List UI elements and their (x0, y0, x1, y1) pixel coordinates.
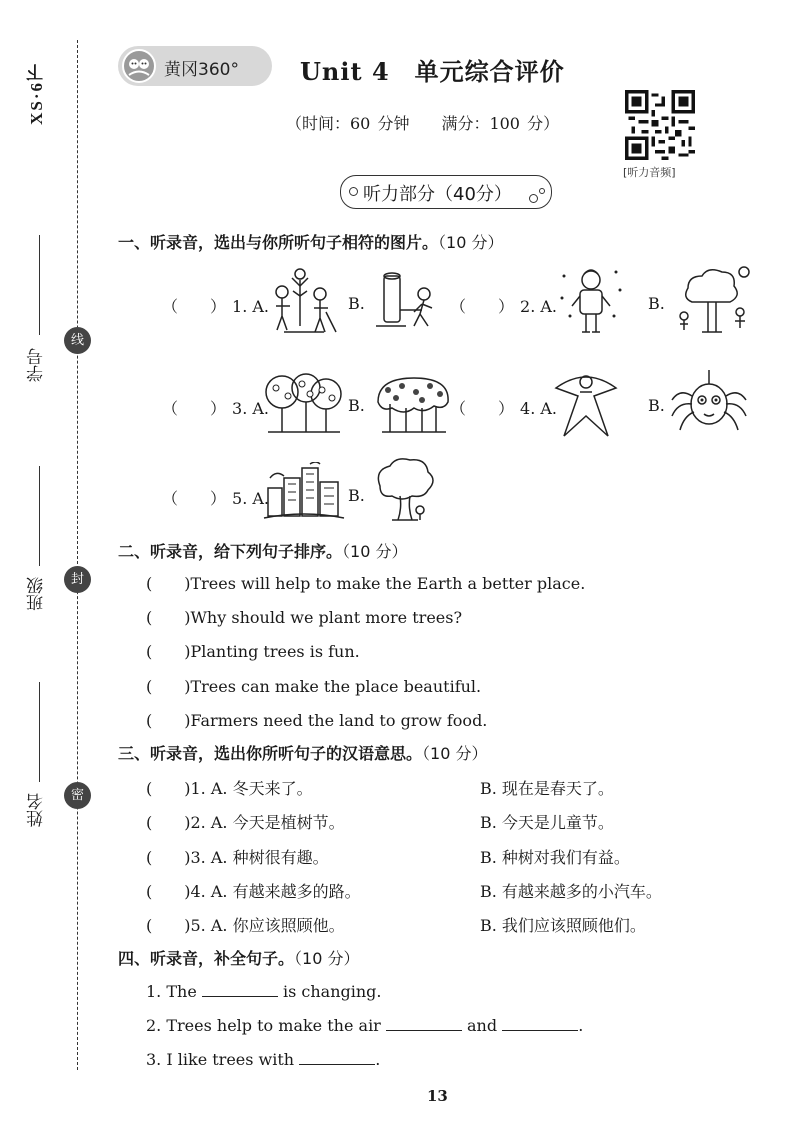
cutting-tree-picture[interactable] (372, 270, 442, 336)
s1-q3-b: B. (348, 396, 365, 415)
name-label: 姓名 (27, 793, 47, 827)
s3-q3-b: B. 种树对我们有益。 (480, 848, 630, 867)
s2-item-2: ( )Why should we plant more trees? (146, 608, 463, 627)
seal-xian: 线 (64, 327, 91, 354)
s1-q4-b: B. (648, 396, 665, 415)
answer-blank[interactable] (502, 1016, 578, 1031)
answer-blank[interactable] (386, 1016, 462, 1031)
class-field[interactable] (39, 466, 40, 566)
page-number: 13 (427, 1087, 448, 1105)
planting-trees-picture[interactable] (264, 266, 344, 338)
s2-item-5: ( )Farmers need the land to grow food. (146, 711, 488, 730)
answer-blank[interactable] (299, 1050, 375, 1065)
s2-item-3: ( )Planting trees is fun. (146, 642, 360, 661)
section3-heading: 三、听录音，选出你所听句子的汉语意思。（10 分） (118, 744, 488, 763)
s3-q5-b: B. 我们应该照顾他们。 (480, 916, 646, 935)
s1-q4: （ ） 4. A. (450, 399, 558, 418)
s1-q5-b: B. (348, 486, 365, 505)
s4-item-2: 2. Trees help to make the air and . (146, 1016, 584, 1035)
s3-q4-a: ( )4. A. 有越来越多的路。 (146, 882, 361, 901)
qr-label: [听力音频] (623, 166, 676, 179)
s3-q3-a: ( )3. A. 种树很有趣。 (146, 848, 329, 867)
kite-picture[interactable] (554, 368, 618, 438)
tree-with-children-picture[interactable] (672, 266, 754, 342)
s1-q2: （ ） 2. A. (450, 297, 558, 316)
banner-text: 听力部分（40分） (363, 184, 512, 205)
page-title: Unit 4 单元综合评价 (300, 57, 565, 86)
s4-item-1: 1. The is changing. (146, 982, 382, 1001)
s3-q1-a: ( )1. A. 冬天来了。 (146, 779, 313, 798)
kids-logo-icon (122, 49, 156, 83)
class-label: 班级 (27, 577, 47, 611)
time-score-info: （时间：60 分钟 满分：100 分） (286, 114, 560, 133)
student-id-label: 学号 (27, 348, 47, 382)
banner-dot-icon (349, 187, 358, 196)
s2-item-1: ( )Trees will help to make the Earth a better place. (146, 574, 586, 593)
s2-item-4: ( )Trees can make the place beautiful. (146, 677, 482, 696)
s1-q3: （ ） 3. A. (162, 399, 270, 418)
s3-q2-b: B. 今天是儿童节。 (480, 813, 614, 832)
s3-q4-b: B. 有越来越多的小汽车。 (480, 882, 662, 901)
s3-q2-a: ( )2. A. 今天是植树节。 (146, 813, 345, 832)
student-id-field[interactable] (39, 235, 40, 335)
city-buildings-picture[interactable] (262, 462, 346, 522)
banner-dot-icon (529, 194, 538, 203)
section2-heading: 二、听录音，给下列句子排序。（10 分） (118, 542, 408, 561)
spider-picture[interactable] (670, 370, 748, 436)
s3-q5-a: ( )5. A. 你应该照顾他。 (146, 916, 345, 935)
seal-mi: 密 (64, 782, 91, 809)
banner-dot-icon (539, 188, 545, 194)
cold-person-picture[interactable] (556, 266, 626, 340)
listening-section-banner (340, 175, 552, 209)
flower-trees-picture[interactable] (374, 374, 452, 436)
cut-line (77, 40, 78, 1070)
s1-q2-b: B. (648, 294, 665, 313)
brand-name: 黄冈360° (164, 60, 239, 80)
s4-item-3: 3. I like trees with . (146, 1050, 381, 1069)
fruit-trees-picture[interactable] (262, 372, 344, 436)
section4-heading: 四、听录音，补全句子。（10 分） (118, 949, 360, 968)
s1-q1: （ ） 1. A. (162, 297, 270, 316)
qr-code-icon[interactable] (625, 90, 695, 160)
s1-q1-b: B. (348, 294, 365, 313)
s1-q5: （ ） 5. A. (162, 489, 270, 508)
answer-blank[interactable] (202, 982, 278, 997)
name-field[interactable] (39, 682, 40, 782)
brand-badge (118, 46, 272, 86)
big-tree-picture[interactable] (372, 456, 438, 524)
s3-q1-b: B. 现在是春天了。 (480, 779, 614, 798)
seal-feng: 封 (64, 566, 91, 593)
book-code: XS·6下 (27, 62, 46, 125)
section1-heading: 一、听录音，选出与你所听句子相符的图片。（10 分） (118, 233, 504, 252)
